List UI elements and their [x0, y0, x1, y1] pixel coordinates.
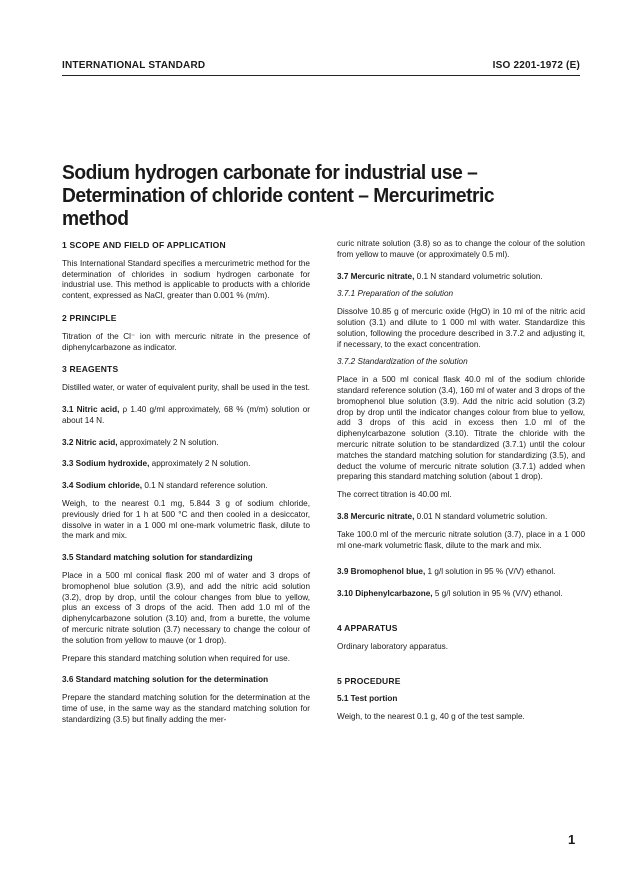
clause-3-7-title: 3.7 Mercuric nitrate, — [337, 271, 415, 281]
clause-3-8 — [337, 512, 585, 523]
header-standard-label: INTERNATIONAL STANDARD — [62, 60, 206, 71]
right-column — [337, 239, 585, 730]
clause-3-7 — [337, 272, 585, 283]
clause-5-1-body: Weigh, to the nearest 0.1 g, 40 g of the test sample. — [337, 712, 525, 722]
clause-3-1-text: ρ 1.40 g/ml approximately, 68 % (m/m) solution or about 14 N. — [62, 404, 310, 425]
section-3-text: Distilled water, or water of equivalent purity, shall be used in the test. — [62, 383, 310, 393]
clause-3-3-text: approximately 2 N solution. — [149, 459, 251, 469]
clause-3-2-title: 3.2 Nitric acid, — [62, 437, 118, 447]
title-line-1: Sodium hydrogen carbonate for industrial use – — [62, 162, 478, 184]
clause-3-10 — [337, 589, 585, 600]
clause-3-4 — [62, 481, 310, 492]
clause-3-7-2-body: Place in a 500 ml conical flask 40.0 ml of the sodium chloride standard reference solution (3.4), 160 ml of water and 3 drops of the bromophenol blue solution (3.9). Add the nitric acid solution (3.2) drop by drop until the indicator changes colour from blue to yellow, add 3 drops of this acid in excess then 1.0 ml of the diphenylcarbazone solution (3.10). Titrate the chloride with the mercuric nitrate solution to be standardized (3.7.1) until the colour matches the standard matching solution for standardizing (3.5), and deduct the volume of mercuric nitrate solution (3.7.1) added when preparing this standard matching solution (about 1 drop). — [337, 375, 585, 482]
clause-3-8-body: Take 100.0 ml of the mercuric nitrate solution (3.7), place in a 1 000 ml one-mark volumetric flask, dilute to the mark and mix. — [337, 529, 585, 550]
clause-3-8-text: 0.01 N standard volumetric solution. — [414, 511, 548, 521]
section-2-heading: 2 PRINCIPLE — [62, 312, 117, 323]
section-1-heading: 1 SCOPE AND FIELD OF APPLICATION — [62, 240, 226, 250]
running-header — [62, 60, 580, 71]
section-2-text: Titration of the Cl⁻ ion with mercuric nitrate in the presence of diphenylcarbazone as indicator. — [62, 331, 310, 352]
section-5-heading: 5 PROCEDURE — [337, 675, 401, 686]
clause-3-9 — [337, 567, 585, 578]
clause-3-5-body: Place in a 500 ml conical flask 200 ml of water and 3 drops of bromophenol blue solution (3.9), and add the nitric acid solution (3.2), drop by drop, until the colour changes from blue to yellow, plus an excess of 3 drops of the acid. Then add 1.0 ml of the diphenylcarbazone solution (3.10) and, from a burette, the volume of mercuric nitrate solution (3.7) necessary to change the colour of the solution from yellow to mauve (or 1 drop). — [62, 570, 310, 645]
clause-3-8-title: 3.8 Mercuric nitrate, — [337, 511, 415, 521]
clause-3-6-body: Prepare the standard matching solution for the determination at the time of use, in the same way as the standard matching solution for standardizing (3.5) but finally adding the mer- — [62, 693, 310, 724]
clause-3-5-title: 3.5 Standard matching solution for standardizing — [62, 553, 253, 563]
header-document-id: ISO 2201-1972 (E) — [492, 60, 580, 71]
clause-3-3 — [62, 459, 310, 470]
clause-3-7-text: 0.1 N standard volumetric solution. — [414, 271, 543, 281]
header-rule — [62, 75, 580, 76]
clause-3-9-title: 3.9 Bromophenol blue, — [337, 567, 426, 577]
clause-3-4-text: 0.1 N standard reference solution. — [142, 481, 268, 491]
clause-3-10-title: 3.10 Diphenylcarbazone, — [337, 589, 433, 599]
clause-3-4-body: Weigh, to the nearest 0.1 mg, 5.844 3 g of sodium chloride, previously dried for 1 h at 500 °C and then cooled in a desiccator, dissolve in water in a 1 000 ml one-mark volumetric flask, dilute to the mark and mix. — [62, 498, 310, 541]
page-number: 1 — [568, 832, 576, 847]
section-3-heading: 3 REAGENTS — [62, 364, 119, 375]
section-1-text: This International Standard specifies a mercurimetric method for the determination of chlorides in sodium hydrogen carbonate for industrial use. This method is applicable to products with a chloride content, expressed as NaCl, greater than 0.001 % (m/m). — [62, 258, 310, 301]
clause-3-5-body-2: Prepare this standard matching solution when required for use. — [62, 653, 291, 663]
clause-3-2-text: approximately 2 N solution. — [117, 437, 219, 447]
clause-3-4-title: 3.4 Sodium chloride, — [62, 481, 143, 491]
document-title — [62, 162, 561, 231]
clause-3-1 — [62, 405, 310, 427]
title-line-2: Determination of chloride content – Mercurimetric method — [62, 185, 495, 230]
clause-3-2 — [62, 438, 310, 449]
clause-3-10-text: 5 g/l solution in 95 % (V/V) ethanol. — [432, 589, 563, 599]
clause-3-7-2-body-2: The correct titration is 40.00 ml. — [337, 490, 452, 500]
section-4-text: Ordinary laboratory apparatus. — [337, 641, 449, 651]
clause-3-1-title: 3.1 Nitric acid, — [62, 404, 120, 414]
clause-3-3-title: 3.3 Sodium hydroxide, — [62, 459, 150, 469]
clause-3-9-text: 1 g/l solution in 95 % (V/V) ethanol. — [425, 567, 556, 577]
left-column — [62, 240, 310, 733]
clause-3-6-title: 3.6 Standard matching solution for the determination — [62, 675, 269, 685]
clause-3-6-continued: curic nitrate solution (3.8) so as to change the colour of the solution from yellow to mauve (or approximately 0.5 ml). — [337, 239, 585, 259]
clause-3-7-1-body: Dissolve 10.85 g of mercuric oxide (HgO) in 10 ml of the nitric acid solution (3.1) and dilute to 1 000 ml with water. Standardize this solution, following the procedure described in 3.7.2 and adjusting it, if necessary, to the exact concentration. — [337, 307, 585, 349]
clause-5-1-title: 5.1 Test portion — [337, 694, 398, 704]
section-4-heading: 4 APPARATUS — [337, 622, 398, 633]
clause-3-7-2-title: 3.7.2 Standardization of the solution — [337, 357, 468, 367]
clause-3-7-1-title: 3.7.1 Preparation of the solution — [337, 289, 454, 299]
